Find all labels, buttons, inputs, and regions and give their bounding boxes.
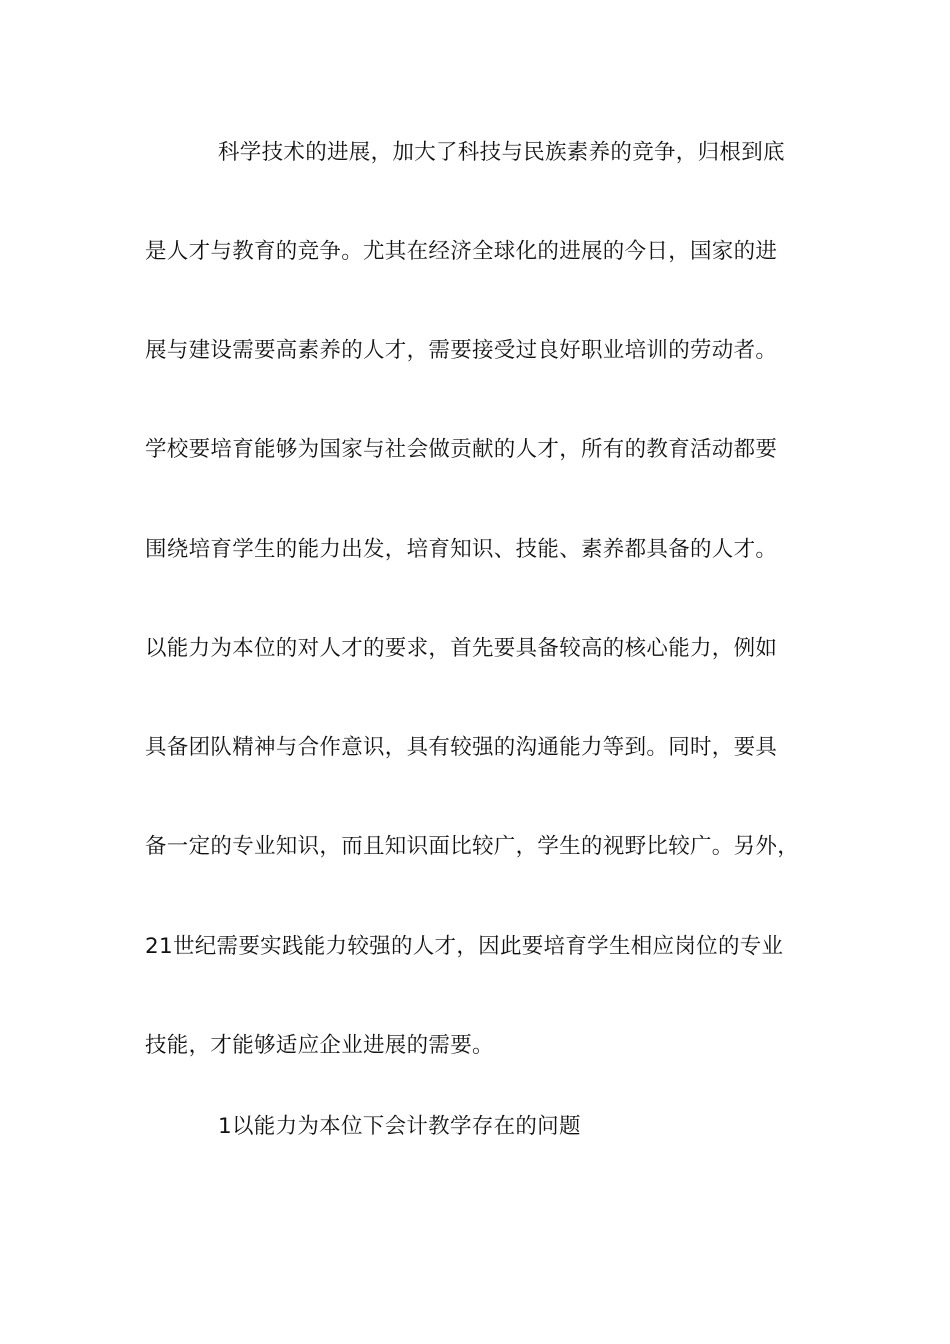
paragraph-line-5: 围绕培育学生的能力出发，培育知识、技能、素养都具备的人才。: [145, 537, 778, 562]
paragraph-line-4: 学校要培育能够为国家与社会做贡献的人才，所有的教育活动都要: [145, 437, 778, 462]
paragraph-line-2: 是人才与教育的竞争。尤其在经济全球化的进展的今日，国家的进: [145, 239, 778, 264]
section-heading: 1以能力为本位下会计教学存在的问题: [218, 1114, 581, 1139]
paragraph-line-7: 具备团队精神与合作意识，具有较强的沟通能力等到。同时，要具: [145, 735, 778, 760]
paragraph-line-8: 备一定的专业知识，而且知识面比较广，学生的视野比较广。另外，: [145, 834, 800, 859]
paragraph-line-3: 展与建设需要高素养的人才，需要接受过良好职业培训的劳动者。: [145, 338, 778, 363]
paragraph-line-1: 科学技术的进展，加大了科技与民族素养的竞争，归根到底: [218, 140, 785, 165]
paragraph-line-6: 以能力为本位的对人才的要求，首先要具备较高的核心能力，例如: [145, 636, 778, 661]
paragraph-line-10: 技能，才能够适应企业进展的需要。: [145, 1033, 494, 1058]
paragraph-line-9: 21世纪需要实践能力较强的人才，因此要培育学生相应岗位的专业: [145, 934, 784, 959]
